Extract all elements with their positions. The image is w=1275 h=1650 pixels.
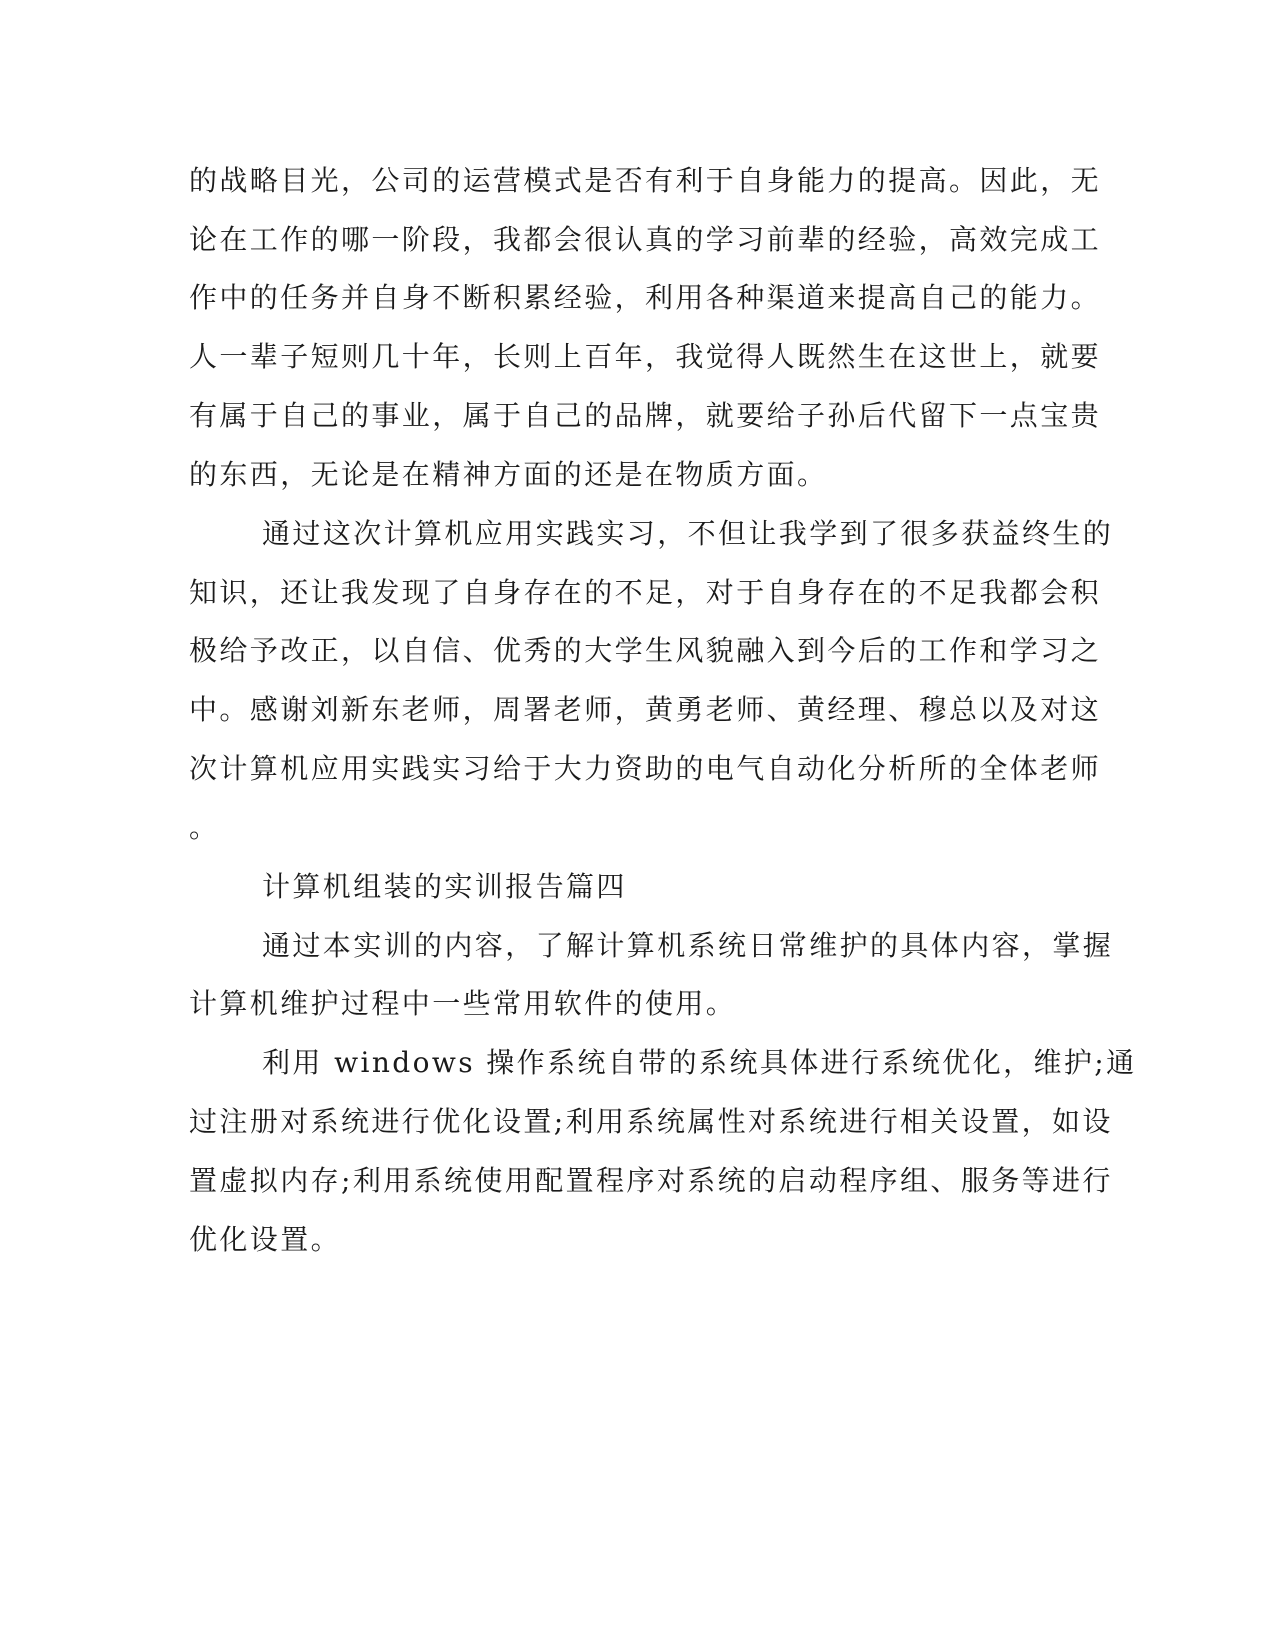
section-heading: 计算机组装的实训报告篇四 (262, 870, 627, 903)
paragraph-line: 。 (189, 811, 220, 844)
paragraph-line: 优化设置。 (189, 1223, 342, 1256)
paragraph-line: 有属于自己的事业，属于自己的品牌，就要给子孙后代留下一点宝贵 (189, 399, 1102, 432)
paragraph-line: 计算机维护过程中一些常用软件的使用。 (189, 987, 737, 1020)
paragraph-line: 论在工作的哪一阶段，我都会很认真的学习前辈的经验，高效完成工 (189, 223, 1102, 256)
paragraph-line: 极给予改正，以自信、优秀的大学生风貌融入到今后的工作和学习之 (189, 634, 1102, 667)
paragraph-line: 中。感谢刘新东老师，周署老师，黄勇老师、黄经理、穆总以及对这 (189, 693, 1102, 726)
paragraph-line: 人一辈子短则几十年，长则上百年，我觉得人既然生在这世上，就要 (189, 340, 1102, 373)
paragraph-line: 通过本实训的内容，了解计算机系统日常维护的具体内容，掌握 (262, 929, 1114, 962)
paragraph-line: 置虚拟内存;利用系统使用配置程序对系统的启动程序组、服务等进行 (189, 1164, 1113, 1197)
paragraph-line: 次计算机应用实践实习给于大力资助的电气自动化分析所的全体老师 (189, 752, 1102, 785)
paragraph-line: 的东西，无论是在精神方面的还是在物质方面。 (189, 458, 828, 491)
paragraph-line: 知识，还让我发现了自身存在的不足，对于自身存在的不足我都会积 (189, 576, 1102, 609)
paragraph-line: 过注册对系统进行优化设置;利用系统属性对系统进行相关设置，如设 (189, 1105, 1113, 1138)
paragraph-line: 利用 windows 操作系统自带的系统具体进行系统优化，维护;通 (262, 1046, 1137, 1079)
paragraph-line: 的战略目光，公司的运营模式是否有利于自身能力的提高。因此，无 (189, 164, 1102, 197)
paragraph-line: 通过这次计算机应用实践实习，不但让我学到了很多获益终生的 (262, 517, 1114, 550)
paragraph-line: 作中的任务并自身不断积累经验，利用各种渠道来提高自己的能力。 (189, 281, 1102, 314)
